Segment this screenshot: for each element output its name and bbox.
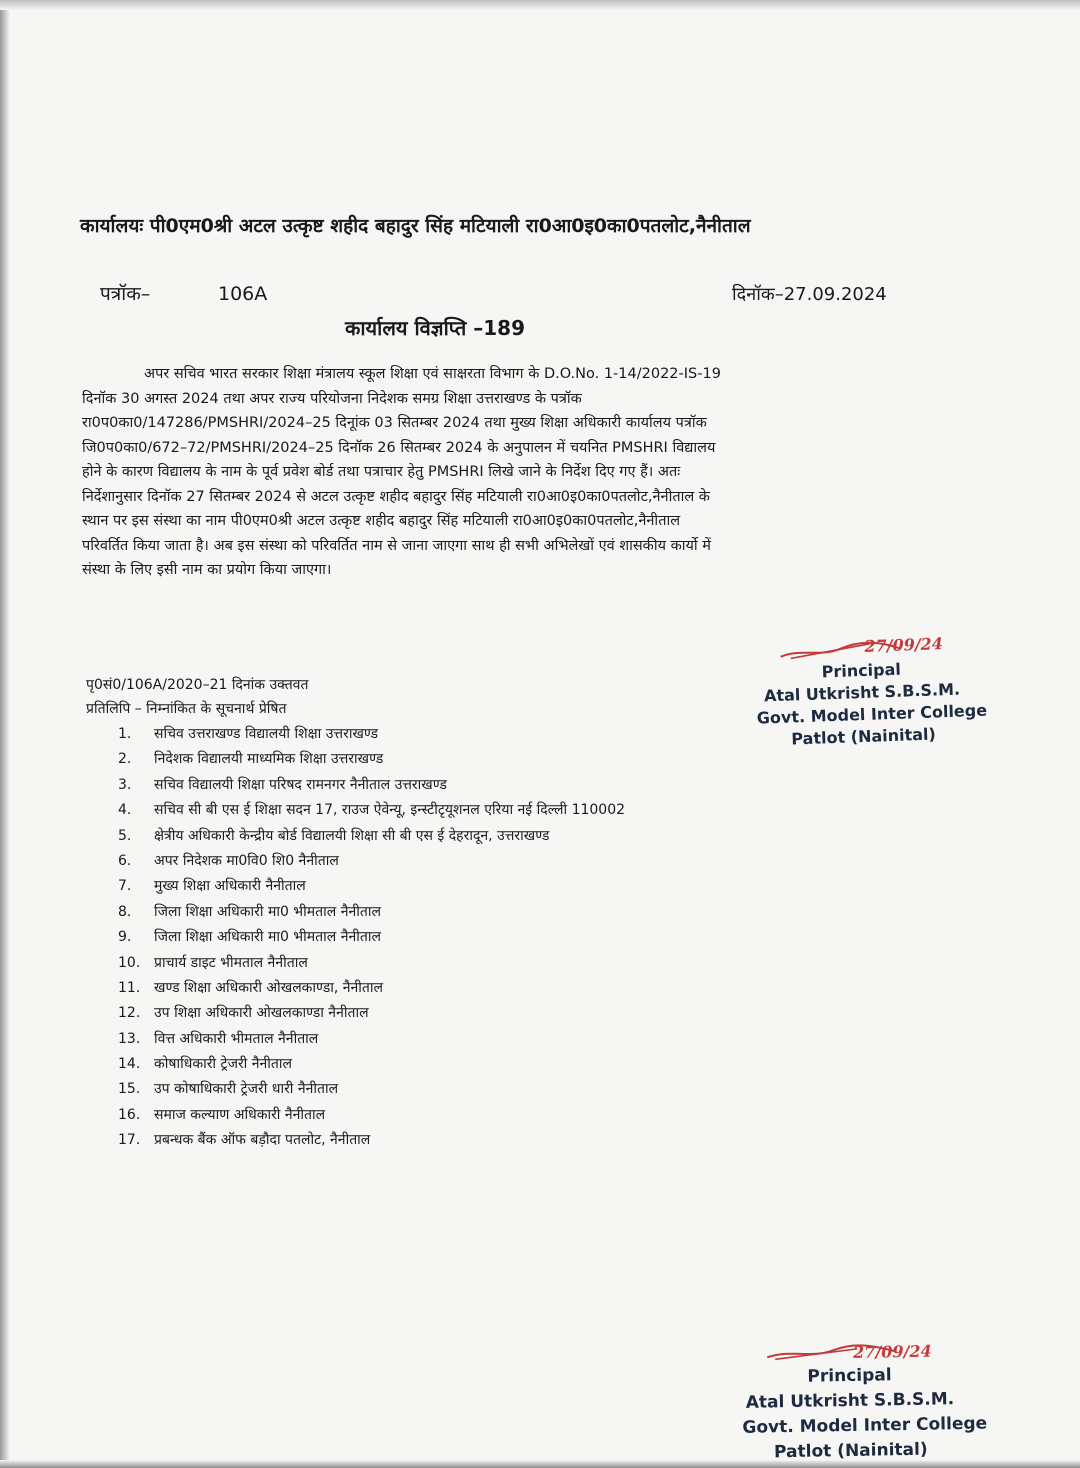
list-item: 4. सचिव सी बी एस ई शिक्षा सदन 17, राउज ऐवेन्यू, इन्स्टीटृयूशनल एरिया नई दिल्ली 110002 bbox=[118, 802, 626, 819]
signature-date: 27/09/24 bbox=[852, 1341, 932, 1362]
reference-line bbox=[100, 280, 267, 306]
reference-number: 106A bbox=[218, 283, 268, 305]
stamp-line: Patlot (Nainital) bbox=[773, 1439, 928, 1463]
list-item: 11. खण्ड शिक्षा अधिकारी ओखलकाण्डा, नैनीताल bbox=[118, 979, 383, 996]
body-line: होने के कारण विद्यालय के नाम के पूर्व प्रवेश बोर्ड तथा पत्राचार हेतु PMSHRI लिखे जाने के निर्देश दिए गए हैं। अतः bbox=[82, 464, 681, 480]
stamp-line: Patlot (Nainital) bbox=[790, 724, 937, 749]
body-line: अपर सचिव भारत सरकार शिक्षा मंत्रालय स्कूल शिक्षा एवं साक्षरता विभाग के D.O.No. 1-14/2022-IS-19 bbox=[144, 366, 721, 382]
stamp-line: Principal bbox=[821, 659, 902, 682]
scan-edge-left bbox=[0, 0, 10, 1468]
notice-title: कार्यालय विज्ञप्ति –189 bbox=[345, 316, 526, 340]
copy-reference: पृ0सं0/106A/2020–21 दिनांक उक्तवत bbox=[86, 677, 309, 693]
list-item: 2. निदेशक विद्यालयी माध्यमिक शिक्षा उत्तराखण्ड bbox=[118, 751, 384, 768]
recipient-list bbox=[118, 724, 798, 1156]
list-item: 1. सचिव उत्तराखण्ड विद्यालयी शिक्षा उत्तराखण्ड bbox=[118, 726, 379, 742]
list-item: 5. क्षेत्रीय अधिकारी केन्द्रीय बोर्ड विद्यालयी शिक्षा सी बी एस ई देहरादून, उत्तराखण्ड bbox=[118, 827, 550, 844]
stamp-line: Atal Utkrisht S.B.S.M. bbox=[745, 1389, 955, 1413]
copy-intro: प्रतिलिपि – निम्नांकित के सूचनार्थ प्रेषित bbox=[86, 701, 287, 717]
scan-edge-top bbox=[0, 0, 1080, 10]
office-heading: कार्यालयः पी0एम0श्री अटल उत्कृष्ट शहीद बहादुर सिंह मटियाली रा0आ0इ0का0पतलोट,नैनीताल bbox=[80, 215, 751, 237]
list-item: 12. उप शिक्षा अधिकारी ओखलकाण्डा नैनीताल bbox=[118, 1005, 369, 1022]
stamp-line: Principal bbox=[807, 1365, 892, 1387]
list-item: 3. सचिव विद्यालयी शिक्षा परिषद रामनगर नैनीताल उत्तराखण्ड bbox=[118, 776, 447, 793]
list-item: 8. जिला शिक्षा अधिकारी मा0 भीमताल नैनीताल bbox=[118, 903, 381, 920]
body-line: संस्था के लिए इसी नाम का प्रयोग किया जाएगा। bbox=[82, 562, 332, 578]
list-item: 7. मुख्य शिक्षा अधिकारी नैनीताल bbox=[118, 878, 306, 895]
body-line: निर्देशानुसार दिनॉक 27 सितम्बर 2024 से अटल उत्कृष्ट शहीद बहादुर सिंह मटियाली रा0आ0इ0का0पतलोट,नैनीताल के bbox=[82, 488, 710, 505]
reference-label: पत्रॉक– bbox=[100, 283, 151, 305]
principal-stamp-top bbox=[754, 632, 988, 751]
copy-header bbox=[86, 673, 308, 721]
list-item: 6. अपर निदेशक मा0वि0 शि0 नैनीताल bbox=[118, 852, 339, 869]
list-item: 13. वित्त अधिकारी भीमताल नैनीताल bbox=[118, 1030, 319, 1047]
list-item: 17. प्रबन्धक बैंक ऑफ बड़ौदा पतलोट, नैनीताल bbox=[118, 1132, 371, 1149]
principal-stamp-bottom bbox=[741, 1338, 988, 1466]
list-item: 16. समाज कल्याण अधिकारी नैनीताल bbox=[118, 1106, 326, 1123]
body-line: परिवर्तित किया जाता है। अब इस संस्था को परिवर्तित नाम से जाना जाएगा साथ ही सभी अभिलेखों एवं शासकीय कार्यो में bbox=[82, 537, 711, 554]
stamp-line: Govt. Model Inter College bbox=[756, 700, 988, 728]
list-item: 14. कोषाधिकारी ट्रेजरी नैनीताल bbox=[118, 1056, 293, 1073]
list-item: 9. जिला शिक्षा अधिकारी मा0 भीमताल नैनीताल bbox=[118, 929, 381, 946]
stamp-line: Atal Utkrisht S.B.S.M. bbox=[763, 679, 961, 706]
list-item: 15. उप कोषाधिकारी ट्रेजरी धारी नैनीताल bbox=[118, 1081, 339, 1098]
body-line: दिनॉक 30 अगस्त 2024 तथा अपर राज्य परियोजना निदेशक समग्र शिक्षा उत्तराखण्ड के पत्रॉक bbox=[82, 390, 582, 407]
body-line: जि0प0का0/672–72/PMSHRI/2024–25 दिनॉक 26 सितम्बर 2024 के अनुपालन में चयनित PMSHRI विद्यालय bbox=[82, 439, 716, 456]
stamp-line: Govt. Model Inter College bbox=[742, 1413, 988, 1438]
signature-date: 27/09/24 bbox=[864, 634, 944, 656]
document-date: दिनॉक–27.09.2024 bbox=[732, 284, 887, 305]
list-item: 10. प्राचार्य डाइट भीमताल नैनीताल bbox=[118, 954, 308, 971]
body-line: रा0प0का0/147286/PMSHRI/2024–25 दिनूांक 03 सितम्बर 2024 तथा मुख्य शिक्षा अधिकारी कार्यालय पत्रॉक bbox=[82, 415, 707, 431]
body-line: स्थान पर इस संस्था का नाम पी0एम0श्री अटल उत्कृष्ट शहीद बहादुर सिंह मटियाली रा0आ0इ0का0पतलोट,नैनीताल bbox=[82, 513, 681, 529]
notice-body bbox=[82, 362, 922, 583]
